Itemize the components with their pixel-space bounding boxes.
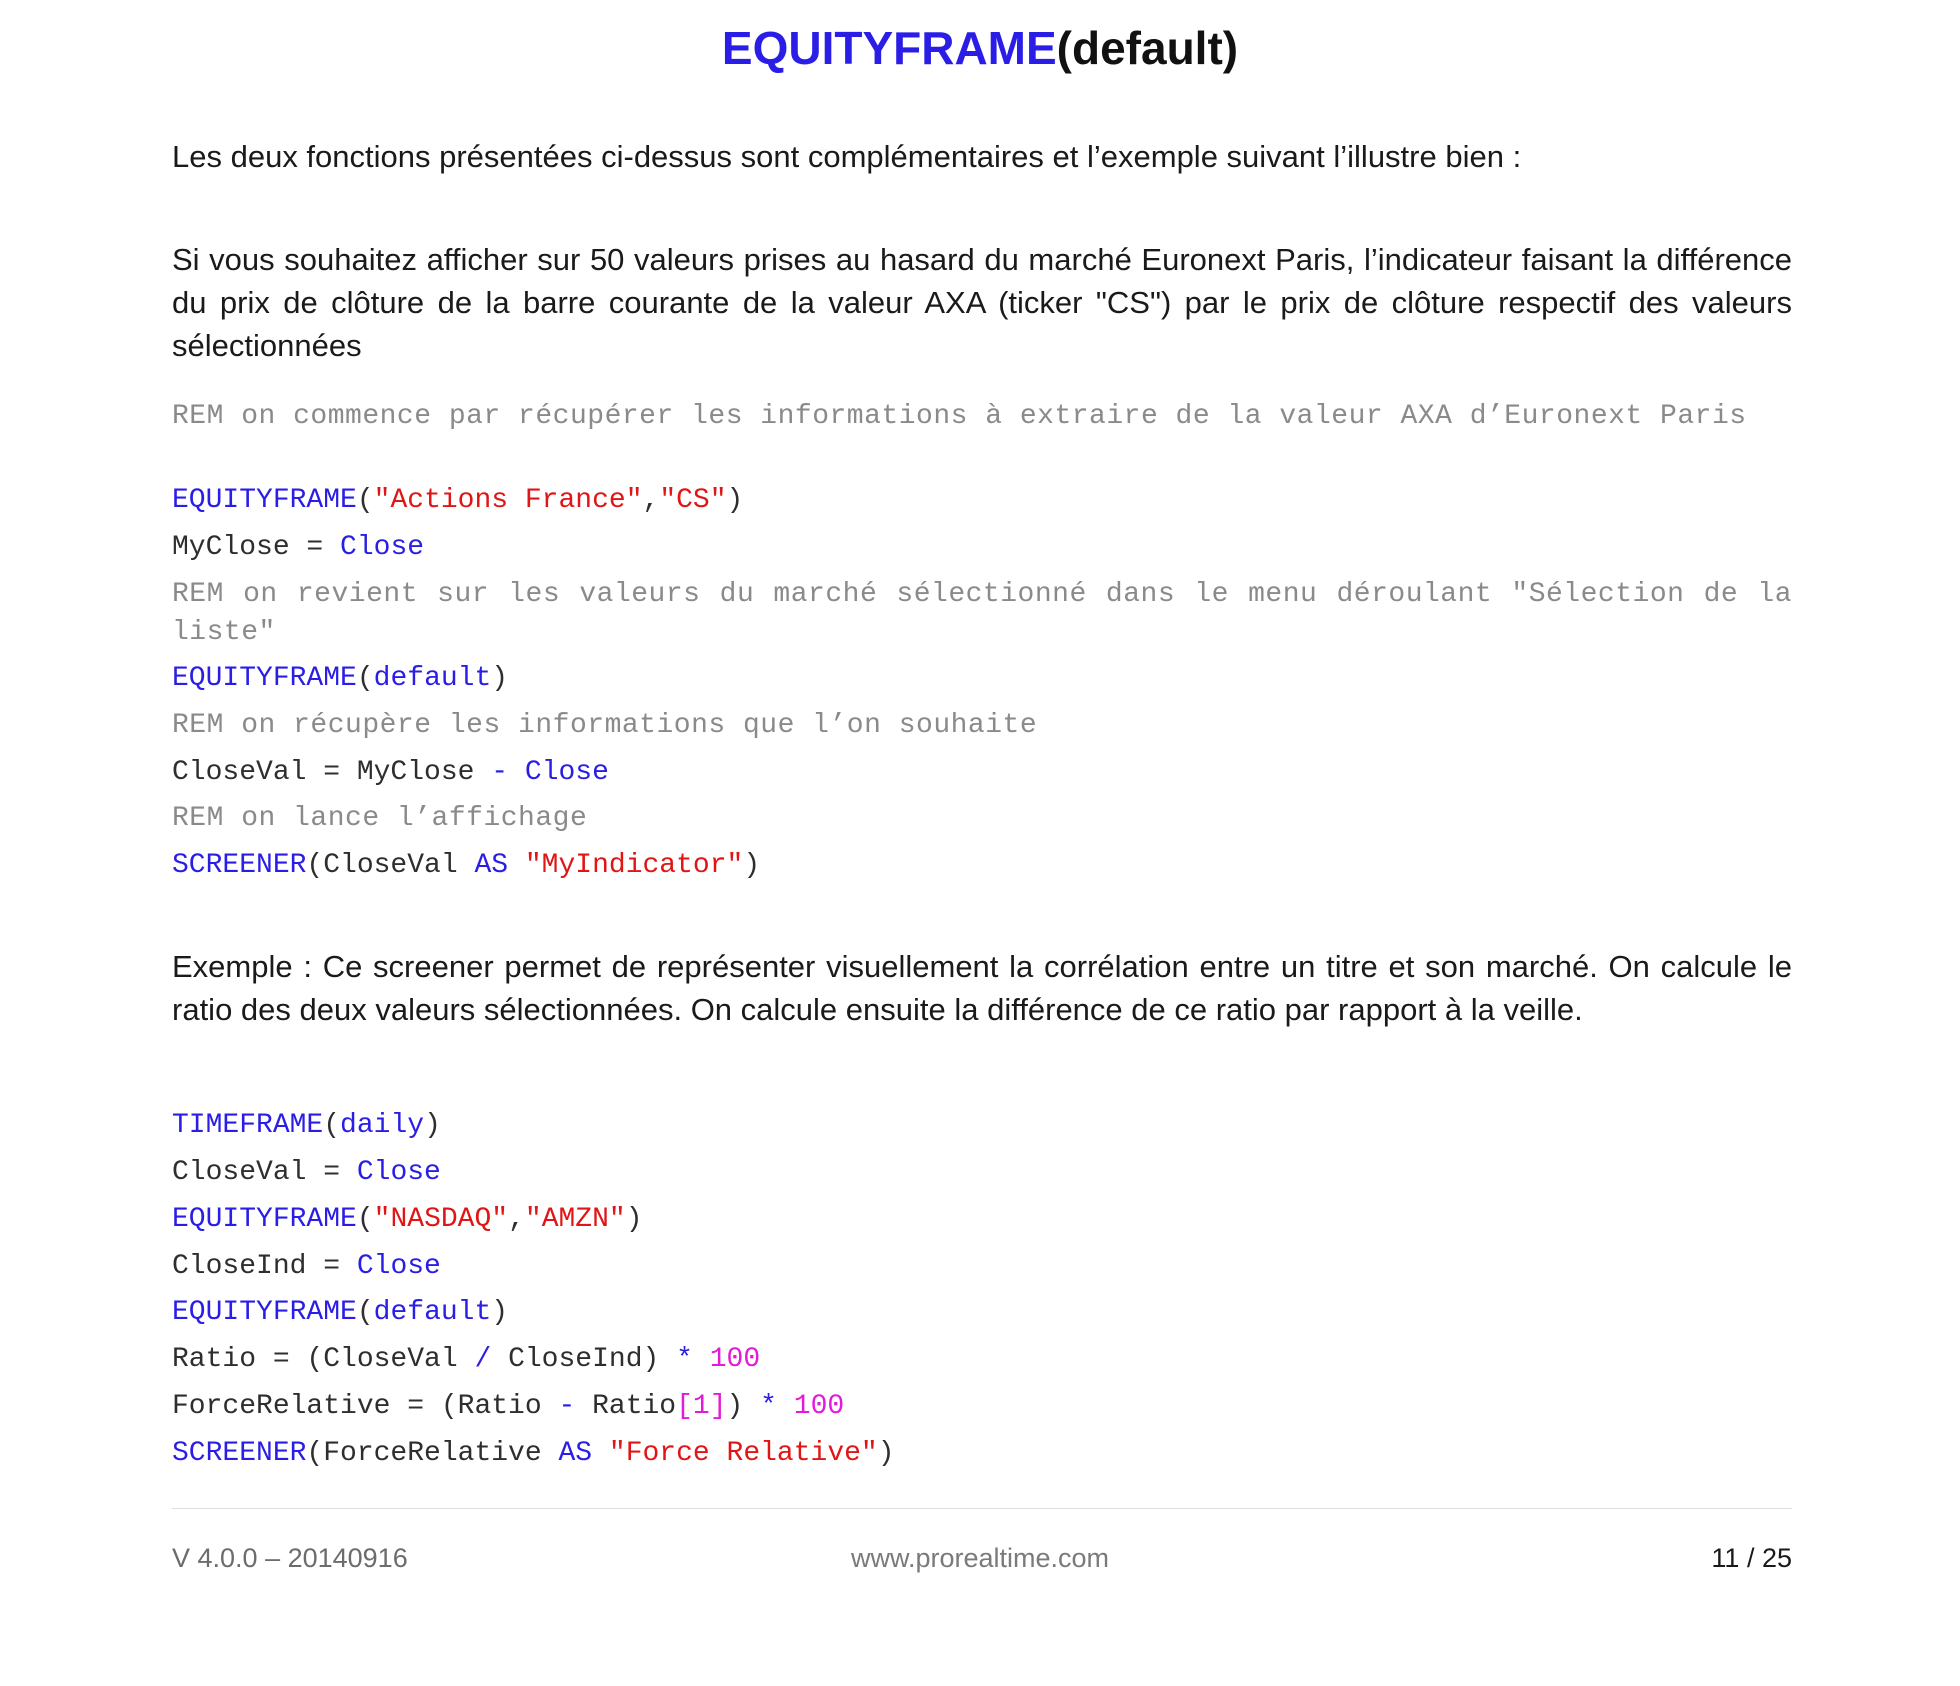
code-line	[172, 1154, 1792, 1192]
footer-divider	[172, 1508, 1792, 1509]
code-keyword: default	[373, 663, 492, 694]
code-text: MyClose =	[172, 532, 341, 563]
code-text: )	[726, 1391, 761, 1422]
code-comment: REM on revient sur les valeurs du marché sélectionné dans le menu déroulant "Sélection de la liste"	[172, 579, 1792, 648]
code-string: "CS"	[659, 485, 727, 516]
footer-website-link[interactable]: www.prorealtime.com	[850, 1543, 1110, 1573]
intro-paragraph: Les deux fonctions présentées ci-dessus sont complémentaires et l’exemple suivant l’illustre bien :	[172, 139, 1522, 174]
code-text: (CloseVal	[306, 850, 475, 881]
title-argument: (default)	[1056, 22, 1239, 74]
code-number: 100	[709, 1344, 761, 1375]
code-line	[172, 1248, 1792, 1286]
code-punct: ,	[508, 1204, 525, 1235]
code-string: "NASDAQ"	[373, 1204, 509, 1235]
code-keyword: AS	[558, 1438, 593, 1469]
code-string: "Actions France"	[373, 485, 643, 516]
code-punct: )	[491, 1297, 509, 1328]
code-punct: )	[491, 663, 509, 694]
code-keyword: Close	[356, 1157, 441, 1188]
title-keyword: EQUITYFRAME	[721, 22, 1057, 74]
code-operator: *	[676, 1344, 693, 1375]
code-number: 100	[793, 1391, 845, 1422]
code-keyword: TIMEFRAME	[172, 1110, 324, 1141]
code-comment: REM on récupère les informations que l’on souhaite	[172, 710, 1038, 741]
code-line	[172, 1435, 1792, 1473]
code-string: "MyIndicator"	[524, 850, 744, 881]
code-text: CloseInd =	[172, 1251, 357, 1282]
code-punct: )	[743, 850, 761, 881]
code-line	[172, 754, 1792, 792]
code-keyword: EQUITYFRAME	[172, 663, 357, 694]
code-space	[508, 757, 525, 788]
code-keyword: default	[373, 1297, 492, 1328]
code-keyword: daily	[340, 1110, 425, 1141]
code-space	[592, 1438, 609, 1469]
code-bracket: ]	[709, 1391, 727, 1422]
code-punct: )	[625, 1204, 643, 1235]
code-keyword: SCREENER	[172, 850, 307, 881]
code-space	[693, 1344, 710, 1375]
code-string: "AMZN"	[524, 1204, 626, 1235]
code-keyword: Close	[356, 1251, 441, 1282]
description-paragraph: Si vous souhaitez afficher sur 50 valeurs prises au hasard du marché Euronext Paris, l’indicateur faisant la différence du prix de clôture de la barre courante de la valeur AXA (ticker "CS") par le prix de clôture respectif des valeurs sélectionnées	[172, 242, 1792, 363]
code-punct: )	[877, 1438, 895, 1469]
code-text: CloseVal = MyClose	[172, 757, 492, 788]
code-line	[172, 1388, 1792, 1426]
code-operator: -	[558, 1391, 576, 1422]
code-line	[172, 1294, 1792, 1332]
code-comment: REM on lance l’affichage	[172, 803, 588, 834]
footer-page-number: 11 / 25	[1711, 1543, 1792, 1573]
code-text: ForceRelative = (Ratio	[172, 1391, 559, 1422]
code-keyword: EQUITYFRAME	[172, 1297, 357, 1328]
code-punct: (	[356, 1297, 374, 1328]
code-punct: (	[356, 1204, 374, 1235]
code-line	[172, 1341, 1792, 1379]
code-keyword: Close	[340, 532, 425, 563]
code-punct: )	[424, 1110, 441, 1141]
code-keyword: Close	[524, 757, 609, 788]
code-operator: -	[491, 757, 509, 788]
code-line	[172, 1107, 1792, 1145]
code-space	[777, 1391, 794, 1422]
code-keyword: SCREENER	[172, 1438, 307, 1469]
code-space	[508, 850, 525, 881]
code-operator: *	[760, 1391, 777, 1422]
code-punct: (	[323, 1110, 341, 1141]
code-punct: )	[726, 485, 744, 516]
code-line	[172, 660, 1792, 698]
code-keyword: EQUITYFRAME	[172, 1204, 357, 1235]
code-operator: /	[474, 1344, 492, 1375]
footer-version: V 4.0.0 – 20140916	[172, 1543, 408, 1573]
code-text: CloseVal =	[172, 1157, 357, 1188]
code-punct: (	[356, 663, 374, 694]
code-line	[172, 482, 1792, 520]
code-comment: REM on commence par récupérer les informations à extraire de la valeur AXA d’Euronext Paris	[172, 401, 1747, 432]
code-line	[172, 1201, 1792, 1239]
code-text: Ratio = (CloseVal	[172, 1344, 475, 1375]
code-string: "Force Relative"	[608, 1438, 878, 1469]
code-text: CloseInd)	[491, 1344, 677, 1375]
code-keyword: AS	[474, 850, 509, 881]
code-punct: (	[356, 485, 374, 516]
code-text: Ratio	[575, 1391, 677, 1422]
code-keyword: EQUITYFRAME	[172, 485, 357, 516]
code-text: (ForceRelative	[306, 1438, 559, 1469]
code-number: 1	[692, 1391, 710, 1422]
example-paragraph: Exemple : Ce screener permet de représenter visuellement la corrélation entre un titre et son marché. On calcule le ratio des deux valeurs sélectionnées. On calcule ensuite la différence de ce ratio par rapport à la veille.	[172, 949, 1792, 1027]
page-title	[0, 18, 1960, 78]
code-line	[172, 529, 1792, 567]
code-punct: ,	[642, 485, 660, 516]
code-bracket: [	[676, 1391, 693, 1422]
code-line	[172, 847, 1792, 885]
